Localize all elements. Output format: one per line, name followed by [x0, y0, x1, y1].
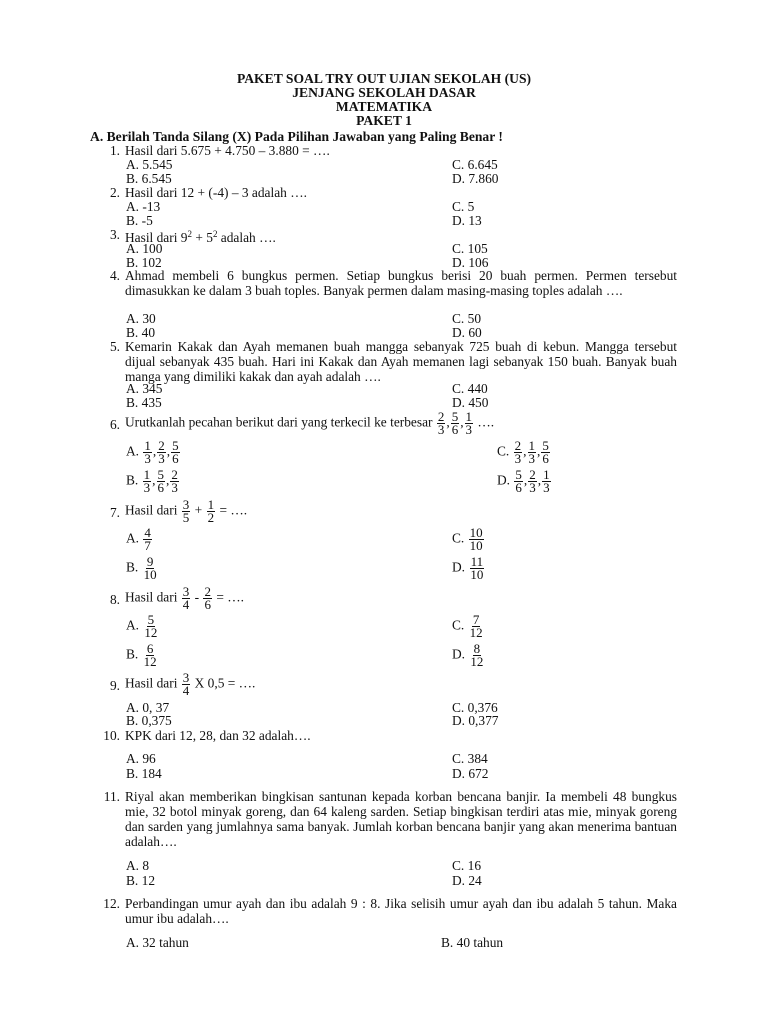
option-c[interactable]: C. $\frac{2}{3}$ , $\frac{1}{3}$ , $\frac{5}{6}$: [497, 438, 549, 466]
question-text: Riyal akan memberikan bingkisan santunan kepada korban bencana banjir. Ia membeli 48 bungkus mie, 32 botol minyak goreng, dan 64 kaleng sarden. Setiap bingkisan terdiri atas mie, minyak goreng dan sarden yang jumlahnya sama banyak. Jumlah korban bencana banjir yang akan menerima bantuan adalah….: [125, 789, 677, 849]
question-number: 5.: [109, 339, 120, 354]
option-c[interactable]: C. 16: [452, 858, 482, 873]
question-text: Kemarin Kakak dan Ayah memanen buah mangga sebanyak 725 buah di kebun. Mangga tersebut dijual sebanyak 435 buah. Hari ini Kakak dan Ayah memanen lagi sebanyak 150 buah. Banyak buah manga yang dimiliki kakak dan ayah adalah ….: [125, 339, 677, 384]
question-number: 12.: [103, 896, 120, 911]
question-number: 10.: [103, 728, 120, 743]
option-a[interactable]: A. 345: [126, 381, 163, 396]
question-8: [0, 586, 768, 614]
option-c[interactable]: C. 5: [452, 199, 475, 214]
question-number: 7.: [109, 505, 120, 520]
option-d[interactable]: D. 24: [452, 873, 482, 888]
question-9: [0, 672, 768, 700]
question-6: [0, 411, 768, 439]
option-d[interactable]: D. 0,377: [452, 713, 499, 728]
option-b[interactable]: B. 40: [126, 325, 156, 340]
option-d[interactable]: D. 7.860: [452, 171, 499, 186]
section-instruction: A. Berilah Tanda Silang (X) Pada Pilihan Jawaban yang Paling Benar !: [90, 129, 503, 144]
question-text: Hasil dari 5.675 + 4.750 – 3.880 = ….: [125, 143, 330, 158]
option-b[interactable]: B. 40 tahun: [441, 935, 504, 950]
question-7: [0, 499, 768, 527]
option-c[interactable]: C. $\frac{7}{12}$: [452, 612, 483, 640]
question-text: Perbandingan umur ayah dan ibu adalah 9 : 8. Jika selisih umur ayah dan ibu adalah 5 tahun. Maka umur ibu adalah….: [125, 896, 677, 926]
option-a[interactable]: A. $\frac{1}{3}$ , $\frac{2}{3}$ , $\frac{5}{6}$: [126, 438, 179, 466]
question-text: Ahmad membeli 6 bungkus permen. Setiap bungkus berisi 20 buah permen. Permen tersebut dimasukkan ke dalam 3 buah toples. Banyak permen dalam masing-masing toples adalah ….: [125, 268, 677, 298]
option-b[interactable]: B. $\frac{6}{12}$: [126, 641, 157, 669]
option-a[interactable]: A. $\frac{4}{7}$: [126, 525, 151, 553]
option-a[interactable]: A. $\frac{5}{12}$: [126, 612, 158, 640]
option-a[interactable]: A. 100: [126, 241, 163, 256]
question-text: Hasil dari $\frac{3}{5}$ + $\frac{1}{2}$ = ….: [125, 497, 248, 525]
question-text: Urutkanlah pecahan berikut dari yang terkecil ke terbesar $\frac{2}{3}$ , $\frac{5}{6}$ , $\frac{1}{3}$ ….: [125, 409, 495, 437]
option-c[interactable]: C. 440: [452, 381, 488, 396]
option-b[interactable]: B. 184: [126, 766, 162, 781]
question-number: 2.: [109, 185, 120, 200]
option-b[interactable]: B. 0,375: [126, 713, 172, 728]
option-b[interactable]: B. $\frac{9}{10}$: [126, 554, 157, 582]
option-d[interactable]: D. 106: [452, 255, 489, 270]
header-package: PAKET 1: [356, 113, 412, 128]
option-b[interactable]: B. 6.545: [126, 171, 172, 186]
option-c[interactable]: C. 105: [452, 241, 488, 256]
question-text: Hasil dari $\frac{3}{4}$ - $\frac{2}{6}$ = ….: [125, 584, 244, 612]
option-d[interactable]: D. $\frac{11}{10}$: [452, 554, 484, 582]
header-level: JENJANG SEKOLAH DASAR: [292, 85, 476, 100]
fraction: $\frac{5}{6}$: [451, 409, 459, 437]
fraction: $\frac{2}{3}$: [437, 409, 445, 437]
option-d[interactable]: D. 672: [452, 766, 489, 781]
option-c[interactable]: C. 50: [452, 311, 482, 326]
header-title: PAKET SOAL TRY OUT UJIAN SEKOLAH (US): [236, 71, 532, 86]
question-text: Hasil dari $\frac{3}{4}$ X 0,5 = ….: [125, 670, 256, 698]
question-text: Hasil dari $9^2 + 5^2$ adalah ….: [125, 229, 276, 245]
document-header: [0, 72, 768, 128]
option-c[interactable]: C. 384: [452, 751, 488, 766]
question-number: 6.: [109, 417, 120, 432]
option-c[interactable]: C. 6.645: [452, 157, 498, 172]
option-c[interactable]: C. 0,376: [452, 700, 498, 715]
option-c[interactable]: C. $\frac{10}{10}$: [452, 525, 483, 553]
question-text: Hasil dari 12 + (-4) – 3 adalah ….: [125, 185, 307, 200]
option-d[interactable]: D. 13: [452, 213, 482, 228]
option-a[interactable]: A. 32 tahun: [126, 935, 189, 950]
question-number: 4.: [109, 268, 120, 283]
option-a[interactable]: A. 0, 37: [126, 700, 170, 715]
question-number: 9.: [109, 678, 120, 693]
question-number: 11.: [103, 789, 120, 804]
option-a[interactable]: A. 8: [126, 858, 150, 873]
question-number: 3.: [109, 227, 120, 242]
option-b[interactable]: B. 12: [126, 873, 156, 888]
question-number: 1.: [109, 143, 120, 158]
option-b[interactable]: B. 435: [126, 395, 162, 410]
option-a[interactable]: A. -13: [126, 199, 161, 214]
option-d[interactable]: D. $\frac{5}{6}$ , $\frac{2}{3}$ , $\frac{1}{3}$: [497, 467, 550, 495]
question-text: KPK dari 12, 28, dan 32 adalah….: [125, 728, 311, 743]
option-d[interactable]: D. 60: [452, 325, 482, 340]
header-subject: MATEMATIKA: [335, 99, 433, 114]
option-a[interactable]: A. 5.545: [126, 157, 173, 172]
option-b[interactable]: B. $\frac{1}{3}$ , $\frac{5}{6}$ , $\frac{2}{3}$: [126, 467, 178, 495]
option-d[interactable]: D. $\frac{8}{12}$: [452, 641, 484, 669]
question-number: 8.: [109, 592, 120, 607]
option-d[interactable]: D. 450: [452, 395, 489, 410]
fraction: $\frac{1}{3}$: [465, 409, 473, 437]
option-a[interactable]: A. 96: [126, 751, 156, 766]
option-a[interactable]: A. 30: [126, 311, 156, 326]
option-b[interactable]: B. -5: [126, 213, 153, 228]
option-b[interactable]: B. 102: [126, 255, 162, 270]
